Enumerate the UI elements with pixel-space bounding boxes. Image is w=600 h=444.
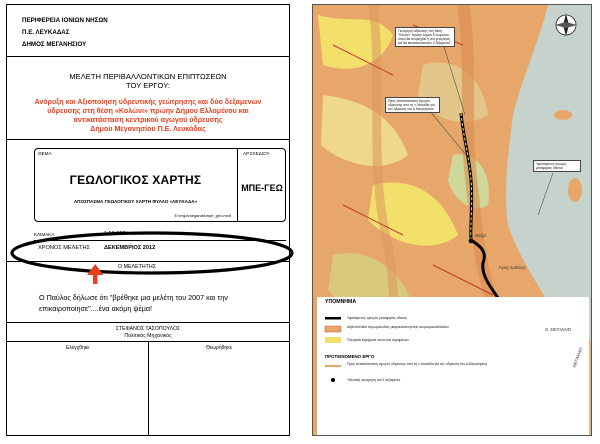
approved-label: Θεωρήθηκε	[206, 345, 232, 351]
drawing-subtitle: ΑΠΟΣΠΑΣΜΑ ΓΕΩΛΟΓΙΚΟΥ ΧΑΡΤΗ ΦΥΛΛΟ «ΛΕΥΚΑΔΑ»	[73, 199, 198, 204]
header-unit: Π.Ε. ΛΕΥΚΑΔΑΣ	[22, 29, 70, 36]
year-label: ΧΡΟΝΟΣ ΜΕΛΕΤΗΣ	[38, 245, 90, 251]
project-line1: Ανόρυξη και Αξιοποίηση υδρευτικής γεώτρησης και δύο δεξαμενών	[34, 98, 262, 106]
place-agios-ioannis: Άγιος Ιωάννης	[499, 265, 526, 270]
divider	[6, 322, 290, 323]
red-arrow-icon	[87, 264, 104, 284]
comment-line2: επικαιροποίησε"....ένα ακόμη ψέμα!	[39, 304, 152, 313]
scale-label: ΚΛΙΜΑΚΑ	[34, 232, 55, 237]
header-municipality: ΔΗΜΟΣ ΜΕΓΑΝΗΣΙΟΥ	[22, 41, 87, 48]
legend-existing-pipe: Υφιστάμενος αγωγός μεταφοράς ύδατος	[347, 316, 408, 320]
legend-limestone: Ασβεστόλιθοι στρωματώδεις μικροκλαστογενείς και μικροκλαδόλιθοι	[347, 325, 449, 329]
legend-proposed-title: ΠΡΟΤΕΙΝΟΜΕΝΟ ΕΡΓΟ	[325, 354, 375, 359]
file-path: E:\ergo\meganisi\mpe_geo.mxd	[174, 213, 231, 218]
engineer-name: ΣΤΕΦΑΝΟΣ ΤΑΣΟΠΟΥΛΟΣ	[115, 326, 181, 332]
study-title-line2: ΤΟΥ ΕΡΓΟΥ:	[126, 81, 170, 90]
callout-existing-pipe: Υφιστάμενος αγωγός μεταφοράς ύδατος	[533, 160, 581, 172]
drawing-title: ΓΕΩΛΟΓΙΚΟΣ ΧΑΡΤΗΣ	[69, 173, 202, 187]
year-value: ΔΕΚΕΜΒΡΙΟΣ 2012	[104, 245, 156, 251]
sheet-number-label: ΑΡ.ΣΧΕΔΙΟΥ	[243, 151, 270, 156]
place-n-meganisi: Ν. ΜΕΓΑΝΗΣΙ	[545, 327, 572, 332]
legend-replacement-pipe: Προς αντικατάσταση αγωγός ύδρευσης από τη ν.Λευκάδα για την ύδρευση του Δ.Μεγανησίου	[347, 362, 488, 366]
legend-scree: Πλευρικά κορήματα και κώνοι κορημάτων	[347, 338, 409, 342]
geological-map	[312, 4, 592, 436]
engineer-role: Πολιτικός Μηχανικός	[124, 333, 172, 339]
map-drawing	[313, 5, 592, 436]
callout-replacement-pipe: Προς αντικατάσταση αγωγός ύδρευσης από τη ν.Λευκάδα για την ύδρευση του Δ.Μεγανησίου	[385, 97, 440, 113]
legend-borehole: Υδευτική γεώτρηση και 2 δεξαμενές	[347, 378, 401, 382]
header-region: ΠΕΡΙΦΕΡΕΙΑ ΙΟΝΙΩΝ ΝΗΣΩΝ	[22, 17, 108, 24]
checked-label: Ελέγχθηκε	[66, 345, 90, 351]
project-line4: Δήμου Μεγανησίου Π.Ε. Λευκάδας	[90, 125, 206, 133]
study-title-line1: ΜΕΛΕΤΗ ΠΕΡΙΒΑΛΛΟΝΤΙΚΩΝ ΕΠΙΠΤΩΣΕΩΝ	[69, 72, 227, 81]
highlight-ellipse	[12, 233, 292, 273]
place-meganisi: ΜΕΓΑΝΗΣΙ	[571, 346, 584, 369]
drawing-code: ΜΠΕ-ΓΕΩ	[241, 183, 283, 193]
project-line3: αντικατάσταση κεντρικού αγωγού ύδρευσης	[73, 116, 223, 124]
comment-line1: Ο Παύλος δήλωσε ότι "βρέθηκε μια μελέτη του 2007 και την	[39, 293, 228, 302]
theme-label: ΘΕΜΑ	[38, 151, 52, 156]
designer-label: Ο ΜΕΛΕΤΗΤΗΣ	[118, 264, 157, 270]
callout-borehole: Γεώτρηση ύδρευσης στη θέση "Κολώνι" πρώην Δήμου Ελλομένου όπου θα ανορυχθεί η νέα γεώτρηση και θα κατασκευαστούν 2 δεξαμενές	[395, 27, 455, 47]
project-line2: ύδρευσης στη θέση «Κολώνι» πρώην Δήμου Ελλομένου και	[47, 107, 249, 115]
legend-title: ΥΠΟΜΝΗΜΑ	[325, 299, 357, 305]
signature-divider	[148, 341, 149, 436]
place-nydri: Νυδρί	[475, 233, 486, 238]
scale-value: 1:50.000	[104, 231, 126, 237]
